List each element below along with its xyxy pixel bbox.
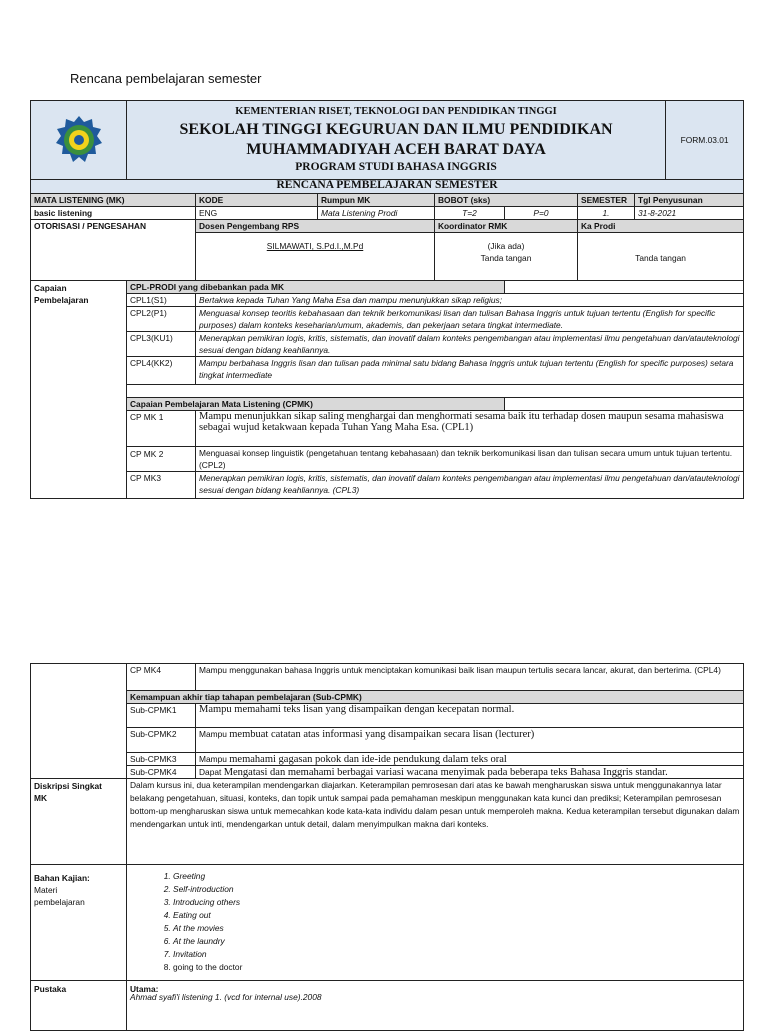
pustaka-utama: Utama: [130,984,159,994]
document-title: RENCANA PEMBELAJARAN SEMESTER [276,179,498,191]
sub-cpmk-prefix: Dapat [199,767,222,777]
sub-cpmk-row [31,766,744,779]
pustaka-label: Pustaka [31,981,127,1031]
cpl-row [31,357,744,385]
tgl-value: 31-8-2021 [635,207,744,220]
cpl-text: Mampu berbahasa Inggris lisan dan tulisan pada minimal satu bidang Bahasa Inggris untuk tujuan tertentu (English for specific purposes) setara tingkat intermediate [196,357,744,385]
rps-table-page2 [30,663,744,1031]
kode-header: KODE [196,194,318,207]
list-item: 2. Self-introduction [173,883,740,896]
tgl-header: Tgl Penyusunan [635,194,744,207]
cpl-row [31,294,744,307]
cpmk4-text: Mampu menggunakan bahasa Inggris untuk menciptakan komunikasi baik lisan maupun tertulis secara lancar, akurat, dan berterima. (CPL4) [196,664,744,691]
sub-cpmk-row [31,753,744,766]
cpl-header: CPL-PRODI yang dibebankan pada MK [127,281,505,294]
deskripsi-label-line2: MK [34,793,48,803]
cpmk-row [31,411,744,447]
dosen-label: Dosen Pengembang RPS [196,220,435,233]
koordinator-note: (Jika ada) [487,241,525,251]
pustaka-reference: Ahmad syafi'i listening 1. (vcd for internal use).2008 [130,992,322,1002]
sub-cpmk-row [31,704,744,728]
semester-header: SEMESTER [578,194,635,207]
mk-header: MATA LISTENING (MK) [31,194,196,207]
capaian-label-line1: Capaian [34,283,67,293]
deskripsi-text: Dalam kursus ini, dua keterampilan mendengarkan diajarkan. Keterampilan pemrosesan dari atas ke bawah mengharuskan siswa untuk menggunakannya latar belakang pengetahuan, situasi, konteks, dan topik untuk sampai pada pemahaman meskipun menggunakan kata kunci dan prediksi; Keterampilan pemrosesan bottom-up mengharuskan siswa untuk memecahkan kode kata-kata individu dalam pesan untuk memperoleh makna. Kedua keterampilan tersebut digunakan dalam mendengarkan untuk inti, mendengarkan untuk detail, dalam menyimpulkan makna dari konteks. [127,779,744,865]
cpl-row [31,307,744,332]
cpl-code: CPL4(KK2) [127,357,196,385]
sub-cpmk-text: Mengatasi dan memahami berbagai variasi wacana menyimak pada beberapa teks Bahasa Inggris standar. [223,767,668,778]
rumpun-header: Rumpun MK [318,194,435,207]
semester-value: 1. [578,207,635,220]
cpmk-text: Menerapkan pemikiran logis, kritis, sistematis, dan inovatif dalam konteks pengembangan atau implementasi ilmu pengetahuan dan/atauteknologi sesuai dengan bidang keahliannya. (CPL3) [196,472,744,499]
rps-table-page1 [30,100,744,499]
cpmk-code: CP MK 1 [127,411,196,447]
bobot-header: BOBOT (sks) [435,194,578,207]
cpmk-code: CP MK 2 [127,447,196,472]
sub-cpmk-code: Sub-CPMK3 [127,753,196,766]
bahan-list [151,870,740,974]
sub-cpmk-code: Sub-CPMK4 [127,766,196,779]
sub-cpmk-header: Kemampuan akhir tiap tahapan pembelajaran (Sub-CPMK) [127,691,744,704]
list-item: 5. At the movies [173,922,740,935]
koordinator-signature: Tanda tangan [480,253,532,263]
sub-cpmk-prefix: Mampu [199,754,227,764]
cpmk-header: Capaian Pembelajaran Mata Listening (CPMK) [127,398,505,411]
koordinator-label: Koordinator RMK [435,220,578,233]
cpl-code: CPL2(P1) [127,307,196,332]
form-code: FORM.03.01 [666,101,744,180]
list-item: 4. Eating out [173,909,740,922]
program-name: PROGRAM STUDI BAHASA INGGRIS [295,160,497,173]
bahan-label-line3: pembelajaran [34,897,85,907]
course-rumpun: Mata Listening Prodi [318,207,435,220]
cpmk-row [31,447,744,472]
kaprodi-label: Ka Prodi [578,220,744,233]
sub-cpmk-row [31,728,744,753]
cpmk-text: Mampu menunjukkan sikap saling menghargai dan menghormati sesama baik itu terhadap dosen maupun sesama mahasiswa sebagai wujud ketakwaan kepada Tuhan Yang Maha Esa. (CPL1) [196,411,744,447]
bobot-p: P=0 [505,207,578,220]
dosen-name: SILMAWATI, S.Pd.I.,M.Pd [266,241,364,251]
university-logo [55,115,103,165]
kaprodi-signature: Tanda tangan [635,253,686,263]
school-name-line1: SEKOLAH TINGGI KEGURUAN DAN ILMU PENDIDIKAN [179,120,613,138]
cpmk-text: Menguasai konsep linguistik (pengetahuan tentang kebahasaan) dan teknik berkomunikasi lisan dan tulisan secara umum untuk tujuan tertentu. (CPL2) [196,447,744,472]
capaian-label-line2: Pembelajaran [34,295,89,305]
cpl-text: Bertakwa kepada Tuhan Yang Maha Esa dan mampu menunjukkan sikap religius; [196,294,744,307]
cpmk-code: CP MK3 [127,472,196,499]
sub-cpmk-code: Sub-CPMK1 [127,704,196,728]
page-title: Rencana pembelajaran semester [70,71,262,86]
logo-cell [31,101,127,180]
school-name-line2: MUHAMMADIYAH ACEH BARAT DAYA [246,140,546,158]
cpl-text: Menguasai konsep teoritis kebahasaan dan teknik berkomunikasi lisan dan tulisan Bahasa Inggris untuk tujuan tertentu (English for specific purposes) dalam konteks keseharian/umum, akademis, dan pekerjaan setara tingkat intermediate. [196,307,744,332]
otorisasi-label: OTORISASI / PENGESAHAN [31,220,196,281]
list-item: 7. Invitation [173,948,740,961]
cpl-text: Menerapkan pemikiran logis, kritis, sistematis, dan inovatif dalam konteks pengembangan atau implementasi ilmu pengetahuan dan/atauteknologi sesuai dengan bidang keahliannya. [196,332,744,357]
sub-cpmk-text: membuat catatan atas informasi yang disampaikan secara lisan (lecturer) [229,729,535,740]
cpmk4-code: CP MK4 [127,664,196,691]
sub-cpmk-code: Sub-CPMK2 [127,728,196,753]
list-item: 3. Introducing others [173,896,740,909]
bobot-t: T=2 [435,207,505,220]
sub-cpmk-text: Mampu memahami teks lisan yang disampaikan dengan kecepatan normal. [199,704,515,715]
course-name: basic listening [31,207,196,220]
list-item: 1. Greeting [173,870,740,883]
cpl-code: CPL1(S1) [127,294,196,307]
ministry-name: KEMENTERIAN RISET, TEKNOLOGI DAN PENDIDIKAN TINGGI [235,106,557,117]
deskripsi-label-line1: Diskripsi Singkat [34,781,102,791]
cpl-code: CPL3(KU1) [127,332,196,357]
cpmk-row [31,472,744,499]
course-code: ENG [196,207,318,220]
sub-cpmk-text: memahami gagasan pokok dan ide-ide pendukung dalam teks oral [229,754,507,765]
list-item: 8. going to the doctor [173,961,740,974]
list-item: 6. At the laundry [173,935,740,948]
bahan-label-line2: Materi [34,885,58,895]
sub-cpmk-prefix: Mampu [199,729,227,739]
cpl-row [31,332,744,357]
bahan-label-line1: Bahan Kajian: [34,873,90,883]
